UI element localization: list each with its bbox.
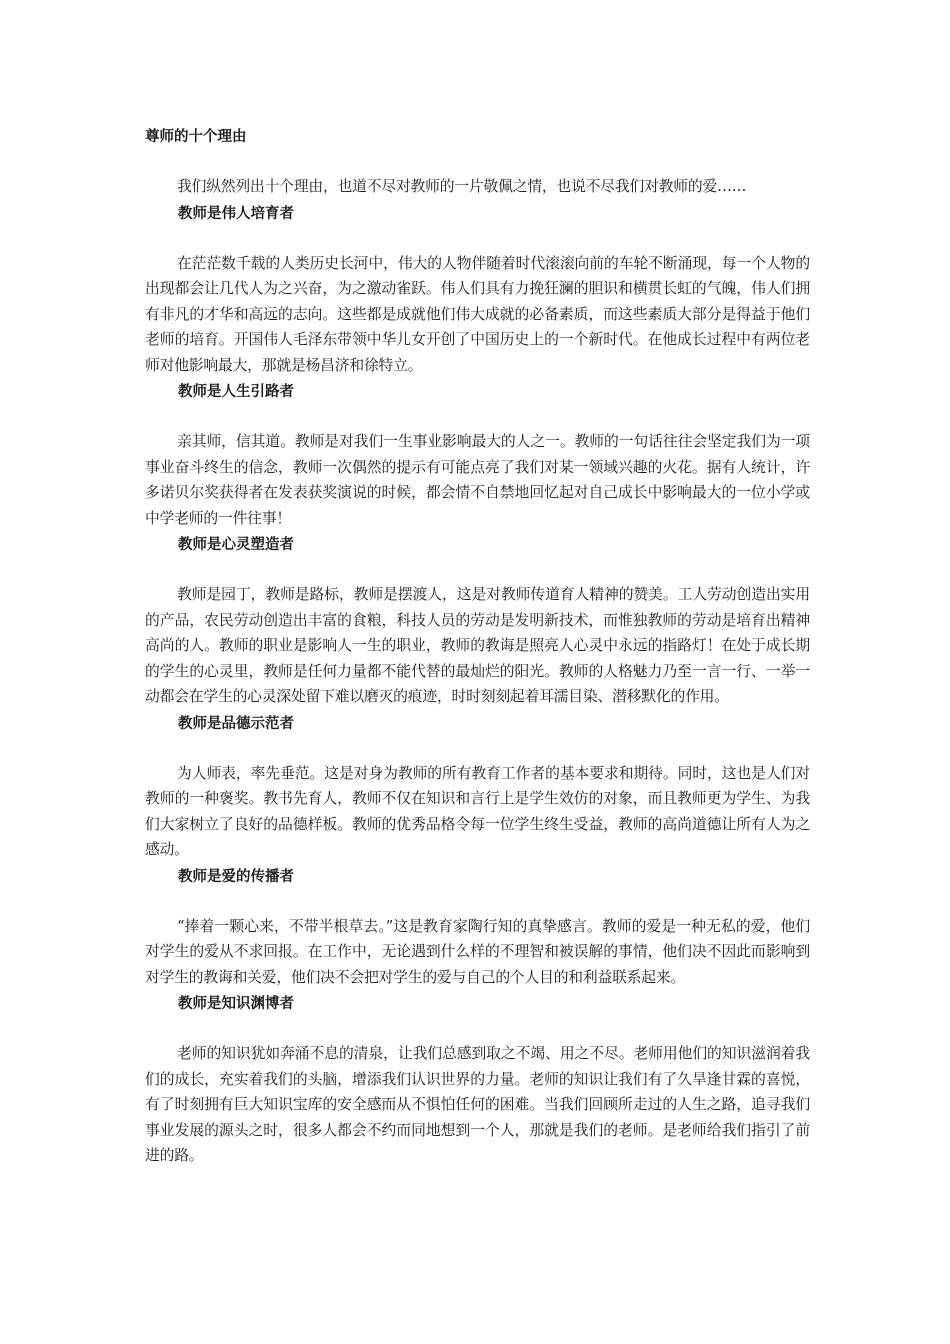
section-heading: 教师是品德示范者 [178, 715, 294, 732]
document-page [145, 124, 810, 1169]
section-body: 教师是园丁，教师是路标，教师是摆渡人，这是对教师传道育人精神的赞美。工人劳动创造出实用的产品，农民劳动创造出丰富的食粮，科技人员的劳动是发明新技术，而惟独教师的劳动是培育出精神高尚的人。教师的职业是影响人一生的职业，教师的教诲是照亮人心灵中永远的指路灯！在处于成长期的学生的心灵里，教师是任何力量都不能代替的最灿烂的阳光。教师的人格魅力乃至一言一行、一举一动都会在学生的心灵深处留下难以磨灭的痕迹，时时刻刻起着耳濡目染、潜移默化的作用。 [145, 586, 810, 705]
section-body: 老师的知识犹如奔涌不息的清泉，让我们总感到取之不竭、用之不尽。老师用他们的知识滋润着我们的成长，充实着我们的头脑，增添我们认识世界的力量。老师的知识让我们有了久旱逢甘霖的喜悦，有了时刻拥有巨大知识宝库的安全感而从不惧怕任何的困难。当我们回顾所走过的人生之路，追寻我们事业发展的源头之时，很多人都会不约而同地想到一个人，那就是我们的老师。是老师给我们指引了前进的路。 [145, 1045, 810, 1164]
section-body: 为人师表，率先垂范。这是对身为教师的所有教育工作者的基本要求和期待。同时，这也是人们对教师的一种褒奖。教书先育人，教师不仅在知识和言行上是学生效仿的对象，而且教师更为学生、为我们大家树立了良好的品德样板。教师的优秀品格令每一位学生终生受益，教师的高尚道德让所有人为之感动。 [145, 764, 810, 858]
section-6 [145, 991, 810, 1169]
section-2 [145, 379, 810, 531]
section-heading: 教师是人生引路者 [178, 384, 294, 400]
section-3 [145, 532, 810, 710]
section-body: 在茫茫数千载的人类历史长河中，伟大的人物伴随着时代滚滚向前的车轮不断涌现，每一个人物的出现都会让几代人为之兴奋，为之激动雀跃。伟人们具有力挽狂澜的胆识和横贯长虹的气魄，伟人们拥有非凡的才华和高远的志向。这些都是成就他们伟大成就的必备素质，而这些素质大部分是得益于他们老师的培育。开国伟人毛泽东带领中华儿女开创了中国历史上的一个新时代。在他成长过程中有两位老师对他影响最大，那就是杨昌济和徐特立。 [145, 254, 810, 374]
section-heading: 教师是心灵塑造者 [178, 537, 294, 553]
section-body: 亲其师，信其道。教师是对我们一生事业影响最大的人之一。教师的一句话往往会坚定我们为一项事业奋斗终生的信念，教师一次偶然的提示有可能点亮了我们对某一领域兴趣的火花。据有人统计，许多诺贝尔奖获得者在发表获奖演说的时候，都会情不自禁地回忆起对自己成长中影响最大的一位小学或中学老师的一件往事！ [145, 433, 810, 527]
intro-paragraph: 我们纵然列出十个理由，也道不尽对教师的一片敬佩之情，也说不尽我们对教师的爱…… [177, 178, 747, 195]
section-1 [145, 201, 810, 379]
document-title: 尊师的十个理由 [145, 129, 247, 145]
section-heading: 教师是伟人培育者 [178, 205, 294, 222]
section-body: “捧着一颗心来，不带半根草去。”这是教育家陶行知的真挚感言。教师的爱是一种无私的爱，他们对学生的爱从不求回报。在工作中，无论遇到什么样的不理智和被误解的事情，他们决不因此而影响到对学生的教诲和关爱，他们决不会把对学生的爱与自己的个人目的和利益联系起来。 [145, 917, 810, 986]
section-5 [145, 864, 810, 991]
section-heading: 教师是知识渊博者 [178, 996, 294, 1012]
section-4 [145, 711, 810, 863]
section-heading: 教师是爱的传播者 [178, 868, 294, 885]
